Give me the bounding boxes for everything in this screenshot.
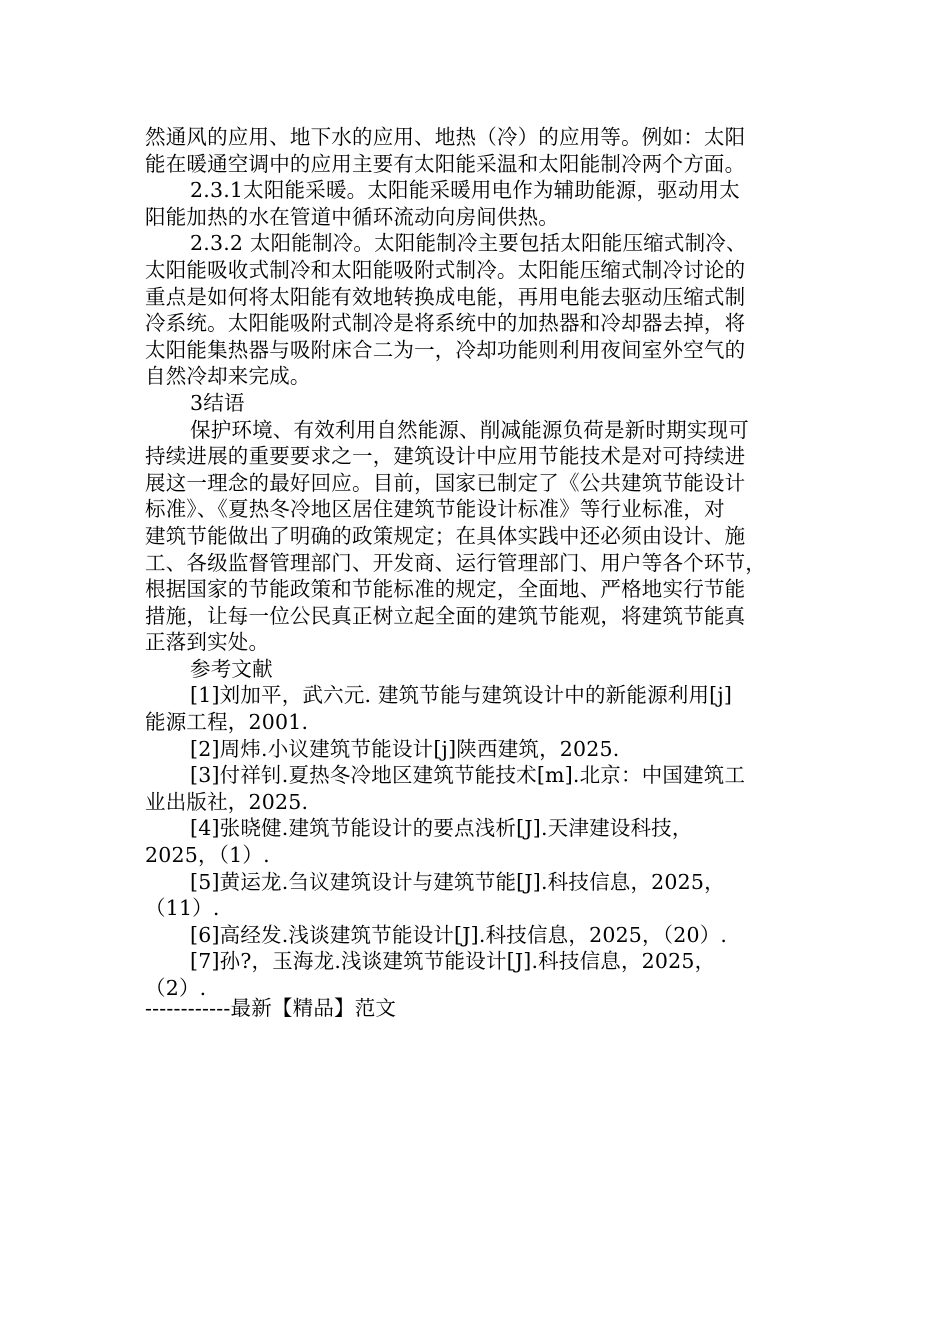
text-line: 重点是如何将太阳能有效地转换成电能，再用电能去驱动压缩式制: [145, 284, 746, 309]
section-2-3-1-heading: 2.3.1太阳能采暖。太阳能采暖用电作为辅助能源，驱动用太: [190, 178, 740, 203]
reference-item: [2]周炜.小议建筑节能设计[j]陕西建筑，2025.: [190, 736, 620, 761]
reference-item: [3]付祥钊.夏热冬冷地区建筑节能技术[m].北京：中国建筑工: [190, 763, 746, 788]
footer-banner: ------------最新【精品】范文: [145, 996, 397, 1020]
text-line: 保护环境、有效利用自然能源、削减能源负荷是新时期实现可: [190, 417, 749, 442]
text-line: 措施，让每一位公民真正树立起全面的建筑节能观，将建筑节能真: [145, 603, 746, 628]
reference-item-continuation: 能源工程，2001.: [145, 710, 309, 735]
text-line: 建筑节能做出了明确的政策规定；在具体实践中还必须由设计、施: [145, 523, 746, 548]
section-3-heading: 3结语: [190, 390, 245, 415]
document-body: [145, 124, 805, 1002]
text-line: 持续进展的重要要求之一，建筑设计中应用节能技术是对可持续进: [145, 444, 746, 469]
reference-item-continuation: 2025，（1）.: [145, 843, 270, 868]
reference-item: [1]刘加平，武六元. 建筑节能与建筑设计中的新能源利用[j]: [190, 683, 733, 708]
text-line: 阳能加热的水在管道中循环流动向房间供热。: [145, 204, 559, 229]
text-line: 根据国家的节能政策和节能标准的规定，全面地、严格地实行节能: [145, 577, 746, 602]
text-line: 自然冷却来完成。: [145, 364, 311, 389]
text-line: 然通风的应用、地下水的应用、地热（冷）的应用等。例如：太阳: [145, 125, 746, 149]
reference-item: [6]高经发.浅谈建筑节能设计[J].科技信息，2025，（20）.: [190, 922, 728, 947]
text-line: 冷系统。太阳能吸附式制冷是将系统中的加热器和冷却器去掉，将: [145, 311, 746, 336]
references-heading: 参考文献: [190, 656, 273, 681]
text-line: 能在暖通空调中的应用主要有太阳能采温和太阳能制冷两个方面。: [145, 151, 746, 176]
text-line: 太阳能集热器与吸附床合二为一，冷却功能则利用夜间室外空气的: [145, 337, 746, 362]
text-line: 工、各级监督管理部门、开发商、运行管理部门、用户等各个环节，: [145, 550, 766, 575]
reference-item: [5]黄运龙.刍议建筑设计与建筑节能[J].科技信息，2025，: [190, 869, 725, 894]
text-line: 太阳能吸收式制冷和太阳能吸附式制冷。太阳能压缩式制冷讨论的: [145, 257, 746, 282]
section-2-3-2-heading: 2.3.2 太阳能制冷。太阳能制冷主要包括太阳能压缩式制冷、: [190, 231, 747, 256]
reference-item: [7]孙?，玉海龙.浅谈建筑节能设计[J].科技信息，2025，: [190, 949, 716, 974]
text-line: 标准》、《夏热冬冷地区居住建筑节能设计标准》等行业标准，对: [145, 497, 725, 522]
text-line: 正落到实处。: [145, 630, 270, 655]
reference-item: [4]张晓健.建筑节能设计的要点浅析[J].天津建设科技，: [190, 816, 693, 841]
reference-item-continuation: 业出版社，2025.: [145, 789, 309, 814]
text-line: 展这一理念的最好回应。目前，国家已制定了《公共建筑节能设计: [145, 470, 746, 495]
reference-item-continuation: （11）.: [145, 896, 220, 921]
reference-item-continuation: （2）.: [145, 976, 207, 1000]
